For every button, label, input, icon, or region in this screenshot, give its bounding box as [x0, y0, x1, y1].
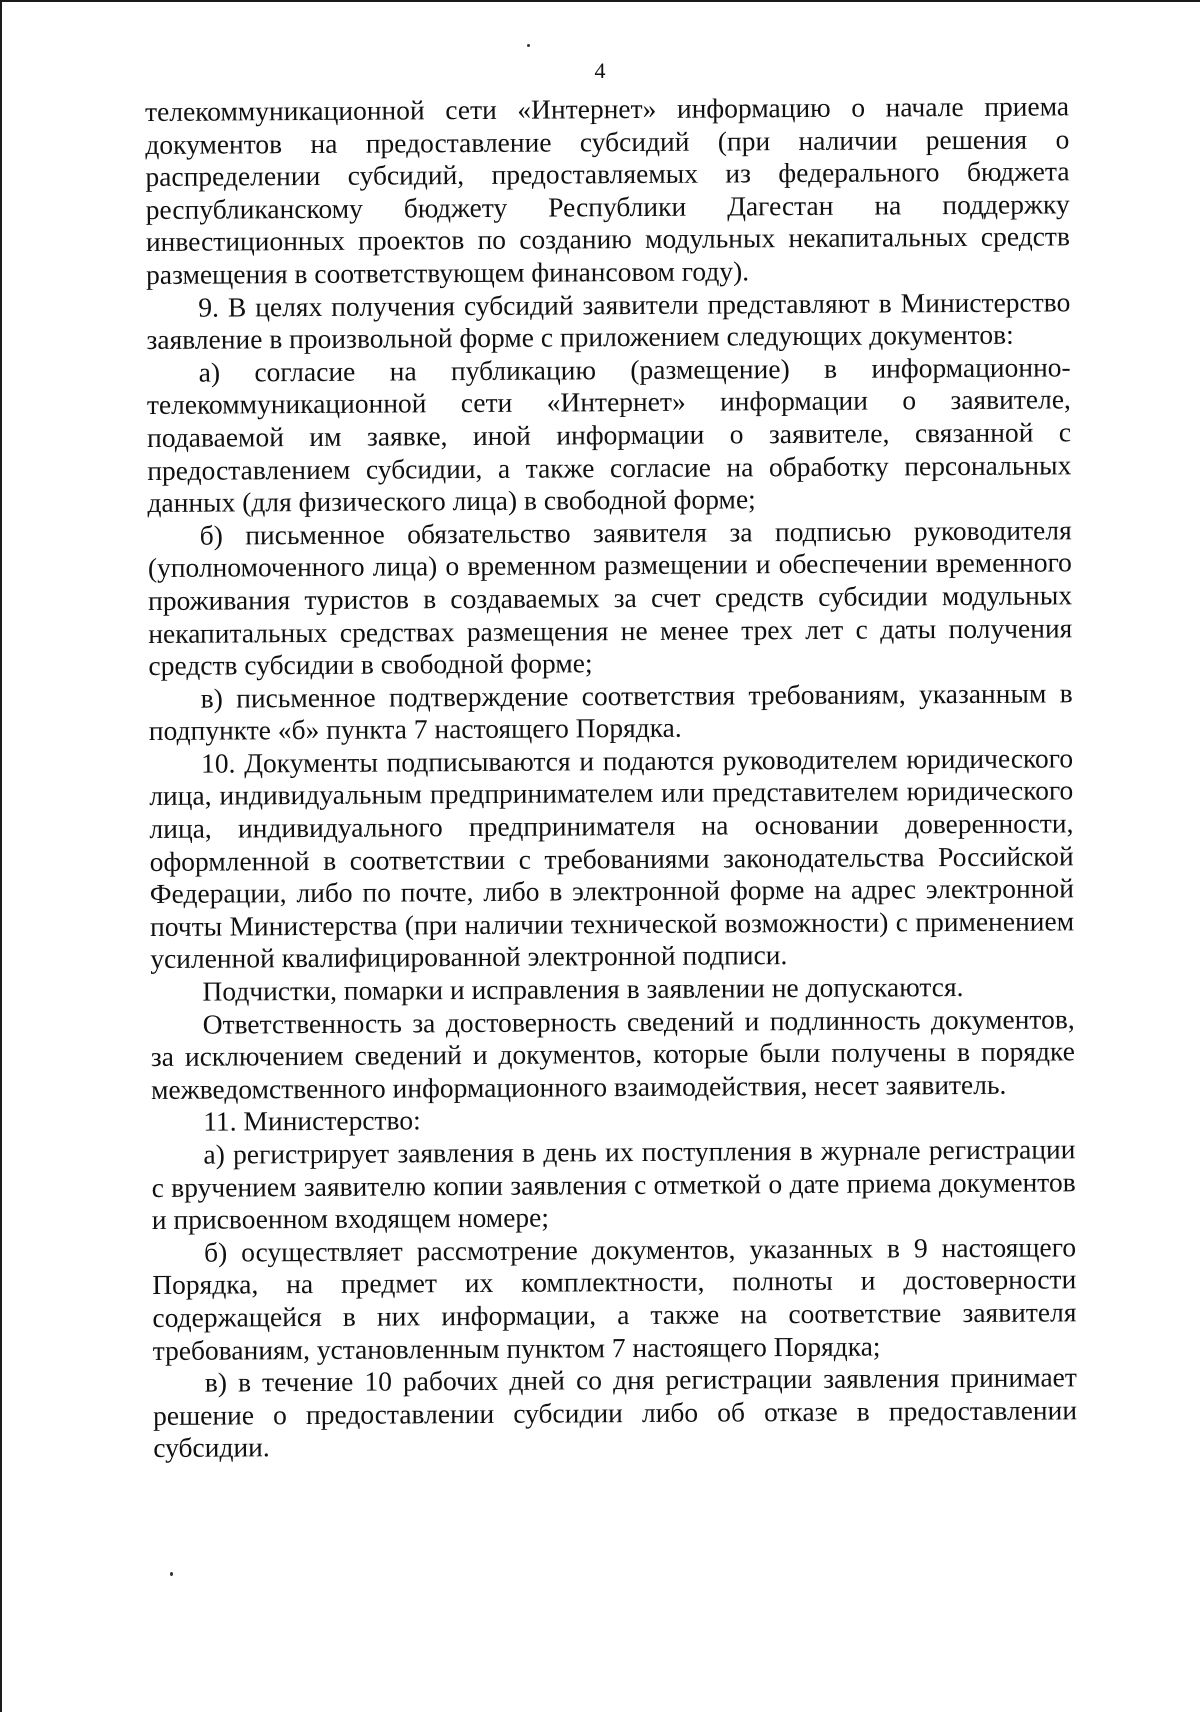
scan-speck	[170, 1572, 173, 1576]
paragraph-item-11v: в) в течение 10 рабочих дней со дня регистрации заявления принимает решение о предоставлении субсидии либо об отказе в предоставлении субсидии.	[152, 1361, 1078, 1464]
paragraph-item-11b: б) осуществляет рассмотрение документов, указанных в 9 настоящего Порядка, на предмет их комплектности, полноты и достоверности содержащейся в них информации, а также на соответствие заявителя требованиям, установленным пунктом 7 настоящего Порядка;	[152, 1231, 1077, 1366]
paragraph-no-erasures: Подчистки, помарки и исправления в заявлении не допускаются.	[202, 971, 964, 1007]
paragraph-item-9v: в) письменное подтверждение соответствия требованиям, указанным в подпункте «б» пункта 7 настоящего Порядка.	[148, 677, 1073, 747]
paragraph-item-11a: а) регистрирует заявления в день их поступления в журнале регистрации с вручением заявителю копии заявления с отметкой о дате приема документов и присвоенном входящем номере;	[151, 1133, 1076, 1236]
paragraph-item-10: 10. Документы подписываются и подаются руководителем юридического лица, индивидуальным предпринимателем или представителем юридического лица, индивидуального предпринимателя на основании доверенности, оформленной в соответствии с требованиями законодательства Российской Федерации, либо по почте, либо в электронной форме на адрес электронной почты Министерства (при наличии технической возможности) с применением усиленной квалифицированной электронной подписи.	[149, 742, 1075, 975]
paragraph-item-11: 11. Министерство:	[203, 1104, 421, 1138]
paragraph-responsibility: Ответственность за достоверность сведений и подлинность документов, за исключением сведений и документов, которые были получены в порядке межведомственного информационного взаимодействия, несет заявитель.	[150, 1002, 1075, 1105]
paragraph-continuation: телекоммуникационной сети «Интернет» информацию о начале приема документов на предоставление субсидий (при наличии решения о распределении субсидий, предоставляемых из федерального бюджета республиканскому бюджету Республики Дагестан на поддержку инвестиционных проектов по созданию модульных некапитальных средств размещения в соответствующем финансовом году).	[145, 90, 1070, 290]
paragraph-item-9b: б) письменное обязательство заявителя за подписью руководителя (уполномоченного лица) о временном размещении и обеспечении временного проживания туристов в создаваемых за счет средств субсидии модульных некапитальных средствах размещения не менее трех лет с даты получения средств субсидии в свободной форме;	[147, 514, 1073, 682]
scan-border-top	[0, 0, 1200, 2]
document-body	[145, 90, 1077, 1465]
paragraph-item-9a: а) согласие на публикацию (размещение) в информационно-телекоммуникационной сети «Интернет» информации о заявителе, подаваемой им заявке, иной информации о заявителе, связанной с предоставлением субсидии, а также согласие на обработку персональных данных (для физического лица) в свободной форме;	[146, 351, 1072, 519]
page-number: 4	[594, 58, 606, 83]
paragraph-item-9: 9. В целях получения субсидий заявители представляют в Министерство заявление в произвольной форме с приложением следующих документов:	[146, 285, 1071, 356]
scan-border-left	[0, 0, 2, 1712]
scan-speck	[527, 44, 530, 47]
